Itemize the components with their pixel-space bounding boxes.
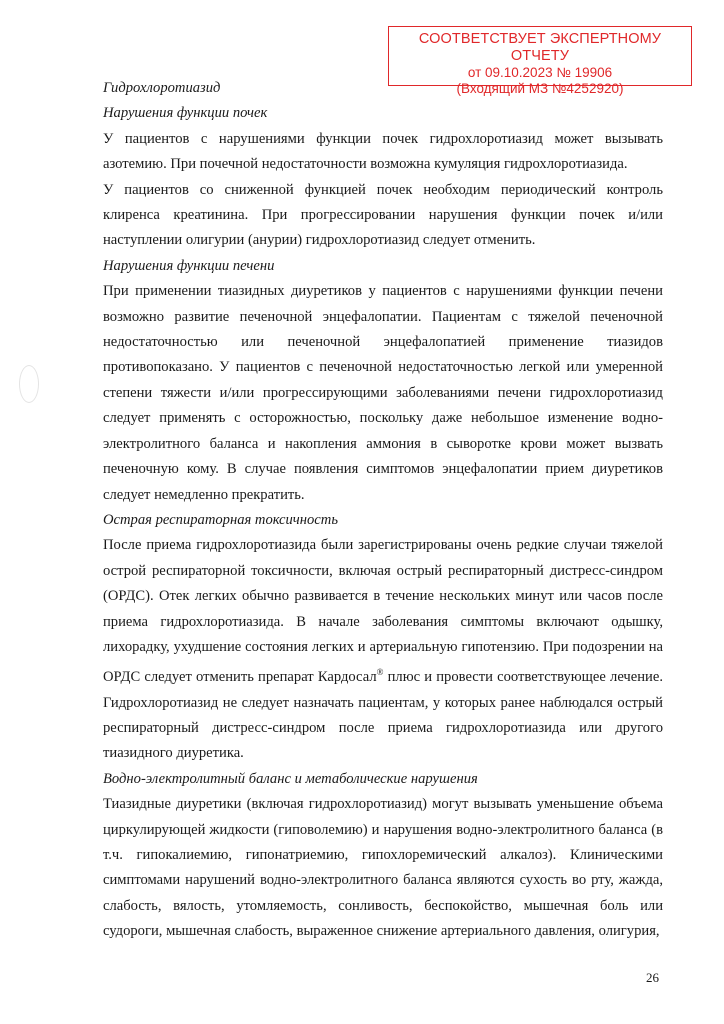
stamp-line-2: от 09.10.2023 № 19906 <box>467 65 613 80</box>
heading-water-electrolyte: Водно-электролитный баланс и метаболические нарушения <box>103 770 478 787</box>
stamp-line-1: СООТВЕТСТВУЕТ ЭКСПЕРТНОМУ ОТЧЕТУ <box>418 31 662 64</box>
document-body <box>103 76 663 945</box>
paragraph-respiratory-part-a: После приема гидрохлоротиазида были зарегистрированы очень редкие случаи тяжелой острой респираторной токсичности, включая острый респираторный дистресс-синдром (ОРДС). Отек легких обычно развивается в течение нескольких минут или часов после приема гидрохлоротиазида. В начале заболевания симптомы включают одышку, лихорадку, ухудшение состояния легких и артериальную гипотензию. При подозрении на ОРДС следует отменить препарат Кардосал <box>103 537 663 686</box>
page-number: 26 <box>646 970 659 985</box>
paragraph-water-electrolyte: Тиазидные диуретики (включая гидрохлоротиазид) могут вызывать уменьшение объема циркулирующей жидкости (гиповолемию) и нарушения водно-электролитного баланса (в т.ч. гипокалиемию, гипонатриемию, гипохлоремический алкалоз). Клиническими симптомами нарушений водно-электролитного баланса являются сухость во рту, жажда, слабость, вялость, утомляемость, сонливость, беспокойство, мышечная боль или судороги, мышечная слабость, выраженное снижение артериального давления, олигурия, <box>103 796 663 940</box>
paragraph-respiratory <box>103 533 663 767</box>
registered-mark: ® <box>376 667 384 678</box>
heading-respiratory: Острая респираторная токсичность <box>103 511 338 528</box>
paragraph-kidney-2: У пациентов со сниженной функцией почек необходим периодический контроль клиренса креатинина. При прогрессировании нарушения функции почек и/или наступлении олигурии (анурии) гидрохлоротиазид следует отменить. <box>103 181 663 249</box>
stamp-line-3: (Входящий МЗ №4252920) <box>456 81 624 96</box>
heading-drug: Гидрохлоротиазид <box>103 80 221 96</box>
paragraph-kidney-1: У пациентов с нарушениями функции почек гидрохлоротиазид может вызывать азотемию. При почечной недостаточности возможна кумуляция гидрохлоротиазида. <box>103 130 663 173</box>
heading-kidney: Нарушения функции почек <box>103 105 268 122</box>
paragraph-liver: При применении тиазидных диуретиков у пациентов с нарушениями функции печени возможно развитие печеночной энцефалопатии. Пациентам с тяжелой печеночной недостаточностью или печеночной энцефалопатией применение тиазидов противопоказано. У пациентов с печеночной недостаточностью легкой или умеренной степени тяжести и/или прогрессирующими заболеваниями печени гидрохлоротиазид следует применять с осторожностью, поскольку даже небольшое изменение водно-электролитного баланса и накопления аммония в сыворотке крови может вызвать печеночную кому. В случае появления симптомов энцефалопатии прием диуретиков следует немедленно прекратить. <box>103 283 663 503</box>
paragraph-respiratory-part-b: плюс и провести соответствующее лечение. Гидрохлоротиазид не следует назначать пациентам, у которых ранее наблюдался острый респираторный дистресс-синдром после приема гидрохлоротиазида или другого тиазидного диуретика. <box>103 669 663 762</box>
punch-hole-mark <box>19 365 39 403</box>
heading-liver: Нарушения функции печени <box>103 257 275 274</box>
